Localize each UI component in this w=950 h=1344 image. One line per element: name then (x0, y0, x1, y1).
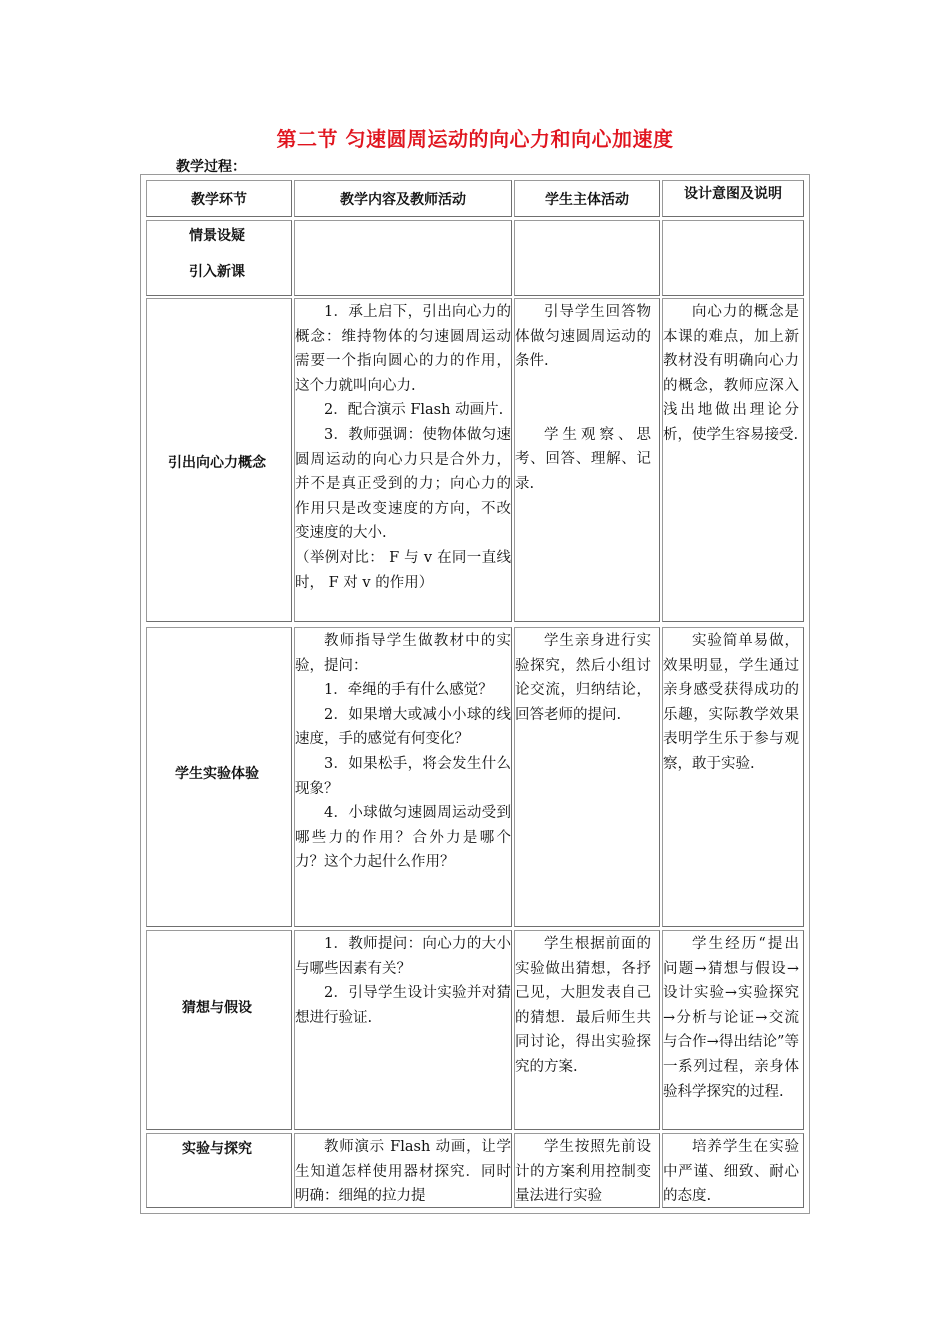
row5-design-item1: 培养学生在实验中严谨、细致、耐心的态度. (663, 1139, 799, 1205)
row4-design-text (663, 932, 799, 1104)
row1-teacher-cell (294, 220, 512, 296)
row2-student-item2: 学生观察、思考、回答、理解、记录. (515, 426, 651, 492)
row2-teacher-item2: 2．配合演示 Flash 动画片. (324, 402, 504, 419)
row3-student-item1: 学生亲身进行实验探究，然后小组讨论交流，归纳结论，回答老师的提问. (515, 633, 651, 723)
row3-teacher-item3: 2．如果增大或减小小球的线速度，手的感觉有何变化？ (295, 706, 511, 748)
section-subtitle: 教学过程： (176, 159, 246, 175)
row2-stage: 引出向心力概念 (168, 455, 266, 471)
row4-teacher-text (295, 932, 511, 1030)
row2-design-text (663, 300, 799, 448)
row4-teacher-item1: 1．教师提问：向心力的大小与哪些因素有关？ (295, 936, 511, 977)
row4-stage-cell (146, 930, 292, 1130)
row5-student-item1: 学生按照先前设计的方案利用控制变量法进行实验 (515, 1139, 651, 1205)
row1-stage-line2: 引入新课 (189, 264, 245, 280)
row3-teacher-item4: 3．如果松手，将会发生什么现象？ (295, 755, 511, 797)
row2-student-item1: 引导学生回答物体做匀速圆周运动的条件. (515, 304, 651, 370)
row5-design-text (663, 1135, 799, 1209)
row5-student-text (515, 1135, 651, 1209)
row2-teacher-item3: 3．教师强调：使物体做匀速圆周运动的向心力只是合外力，并不是真正受到的力；向心力的作用只是改变速度的方向，不改变速度的大小. (295, 426, 511, 542)
row2-design-item1: 向心力的概念是本课的难点，加上新教材没有明确向心力的概念，教师应深入浅出地做出理论分析，使学生容易接受. (663, 304, 799, 443)
row3-teacher-item1: 教师指导学生做教材中的实验，提问： (295, 633, 511, 674)
row1-design-cell (662, 220, 804, 296)
row2-student-text (515, 300, 651, 497)
row4-design-item1: 学生经历“提出问题→猜想与假设→设计实验→实验探究→分析与论证→交流与合作→得出结论”等一系列过程，亲身体验科学探究的过程. (663, 936, 799, 1100)
row3-teacher-item2: 1．牵绳的手有什么感觉？ (324, 682, 493, 699)
row1-student-cell (514, 220, 660, 296)
row3-design-text (663, 629, 799, 777)
row5-teacher-text (295, 1135, 511, 1209)
row4-stage: 猜想与假设 (182, 1000, 252, 1016)
header-design: 设计意图及说明 (684, 186, 782, 202)
row2-teacher-text (295, 300, 511, 595)
row5-stage: 实验与探究 (182, 1141, 252, 1157)
header-student: 学生主体活动 (545, 192, 629, 208)
row3-student-text (515, 629, 651, 727)
row3-stage: 学生实验体验 (175, 766, 259, 782)
row3-design-item1: 实验简单易做，效果明显，学生通过亲身感受获得成功的乐趣，实际教学效果表明学生乐于参与观察，敢于实验. (663, 633, 799, 772)
page-title: 第二节 匀速圆周运动的向心力和向心加速度 (276, 127, 674, 151)
header-stage: 教学环节 (191, 192, 247, 208)
row4-student-text (515, 932, 651, 1080)
row5-teacher-item1: 教师演示 Flash 动画，让学生知道怎样使用器材探究．同时明确：细绳的拉力提 (295, 1139, 511, 1205)
row1-stage-line1: 情景设疑 (189, 228, 245, 244)
row3-teacher-item5: 4．小球做匀速圆周运动受到哪些力的作用？合外力是哪个力？这个力起什么作用？ (295, 805, 511, 871)
row4-teacher-item2: 2．引导学生设计实验并对猜想进行验证. (295, 985, 511, 1026)
header-teacher: 教学内容及教师活动 (340, 192, 466, 208)
row3-teacher-text (295, 629, 511, 875)
row2-teacher-item1: 1．承上启下，引出向心力的概念：维持物体的匀速圆周运动需要一个指向圆心的力的作用，这个力就叫向心力. (295, 304, 511, 394)
row2-teacher-item4: （举例对比： F 与 v 在同一直线时， F 对 v 的作用） (295, 549, 511, 591)
row4-student-item1: 学生根据前面的实验做出猜想，各抒己见，大胆发表自己的猜想．最后师生共同讨论，得出实验探究的方案. (515, 936, 651, 1075)
